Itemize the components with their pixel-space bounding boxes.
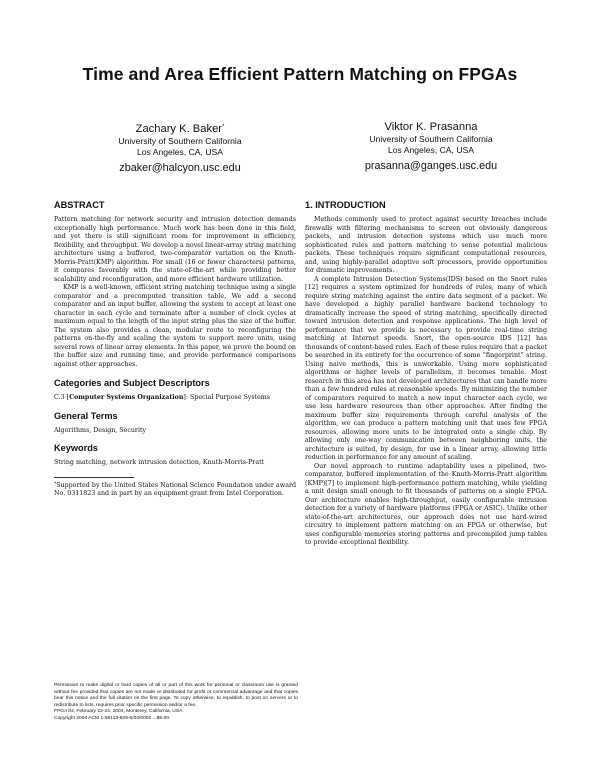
author-block-2 bbox=[306, 120, 556, 175]
funding-footnote: *Supported by the United States National Science Foundation under award No. 0311823 and in part by an equipment grant from Intel Corporation. bbox=[54, 481, 296, 497]
permission-notice bbox=[54, 683, 298, 723]
author-name-2: Viktor K. Prasanna bbox=[384, 121, 478, 133]
categories-text: C.3 [Computer Systems Organization]: Special Purpose Systems bbox=[54, 394, 271, 401]
author-location-1: Los Angeles, CA, USA bbox=[137, 146, 223, 157]
right-column bbox=[305, 200, 547, 548]
copyright-line: Copyright 2004 ACM 1-58113-829-6/04/0002 ...$5.00. bbox=[54, 715, 171, 721]
general-terms-heading: General Terms bbox=[54, 410, 118, 421]
introduction-paragraph: Our novel approach to runtime adaptability uses a pipelined, two-comparator, buffered implementation of the Knuth-Morris-Pratt algorithm (KMP)[7] to implement high-performance pattern matching, while yielding a unit design small enough to fit thousands of patterns on a single FPGA. Our architecture enables high-throughput, easily configurable intrusion detection for a variety of hardware platforms (FPGA or ASIC). Unlike other state-of-the-art architectures, our approach does not use hard-wired circuitry to implement pattern matching on an FPGA or otherwise, but uses configurable memories storing patterns and precompiled jump tables to provide exceptional flexibility. bbox=[305, 462, 547, 546]
introduction-paragraph: Methods commonly used to protect against security breaches include firewalls with filtering mechanisms to screen out obviously dangerous packets, and intrusion detection systems which use much more sophisticated rules and pattern matching to sense potential malicious packets. These techniques require significant computational resources, and, using highly-parallel adaptive soft processors, provide opportunities for dramatic improvements. bbox=[305, 216, 547, 274]
left-column bbox=[54, 200, 296, 498]
author-affiliation-1: University of Southern California bbox=[118, 136, 242, 146]
author-footnote-marker: * bbox=[222, 124, 225, 130]
author-email-1: zbaker@halcyon.usc.edu bbox=[119, 162, 241, 174]
categories-heading: Categories and Subject Descriptors bbox=[54, 378, 210, 388]
permission-text: Permission to make digital or hard copies of all or part of this work for personal or classroom use is granted without fee provided that copies are not made or distributed for profit or commercial advantage and that copies bear this notice and the full citation on the first page. To copy otherwise, to republish, to post on servers or to redistribute to lists, requires prior specific permission and/or a fee. bbox=[54, 683, 298, 708]
general-terms-text: Algorithms, Design, Security bbox=[54, 426, 147, 434]
keywords-heading: Keywords bbox=[54, 443, 98, 453]
author-affiliation-2: University of Southern California bbox=[369, 134, 493, 144]
keywords-text: String matching, network intrusion detection, Knuth-Morris-Pratt bbox=[54, 459, 265, 466]
abstract-paragraph: KMP is a well-known, efficient string matching technique using a single comparator and a precomputed transition table. We add a second comparator and an input buffer, allowing the system to accept at least one character in each cycle and terminate after a number of clock cycles at maximum equal to the length of the input string plus the size of the buffer. The system also provides a clean, modular route to reconfiguring the patterns on-the-fly and scaling the system to support more units, using several rows of linear array elements. In this paper, we prove the bound on the buffer size and running time, and provide performance comparisons against other approaches. bbox=[54, 284, 296, 368]
author-location-2: Los Angeles, CA, USA bbox=[388, 144, 474, 155]
abstract-paragraph: Pattern matching for network security and intrusion detection demands exceptionally high performance. Much work has been done in this field, and yet there is still significant room for improvement in efficiency, flexibility, and throughput. We develop a novel linear-array string matching architecture using a buffered, two-comparator variation on the Knuth-Morris-Pratt(KMP) algorithm. For small (16 or fewer characters) patterns, it compares favorably with the state-of-the-art while providing better scalability and reconfiguration, and more efficient hardware utilization. bbox=[54, 216, 296, 283]
abstract-heading: ABSTRACT bbox=[54, 200, 105, 210]
introduction-heading: 1. INTRODUCTION bbox=[305, 200, 386, 210]
introduction-paragraph: A complete Intrusion Detection Systems(IDS) based on the Snort rules [12] requires a system optimized for hundreds of rules, many of which require string matching against the entire data segment of a packet. We have developed a highly parallel hardware backend technology to dramatically increase the speed of string matching, specifically directed toward intrusion detection and response applications. The high level of performance that we provide is necessary to provide real-time string matching at Internet speeds. Snort, the open-source IDS [12] has thousands of content-based rules. Each of these rules require that a packet be searched in its entirety for the occurrence of some “fingerprint” string. Using naive methods, this is unworkable. Using more sophisticated algorithms or higher levels of parallelism, it becomes tenable. Most research in this area has not developed architectures that can handle more than a few hundred rules at reasonable speeds. By minimizing the number of comparators required to match a new input character each cycle, we use less hardware resources than other approaches. After finding the maximum buffer size requirements through careful analysis of the algorithm, we can produce a pattern matching unit that uses few FPGA resources, allowing more units to be integrated onto a single chip. By allowing only one-way communication between neighboring units, the architecture is suited, by design, for use in a linear array, allowing little reduction in performance for any amount of scaling. bbox=[305, 275, 547, 461]
author-email-2: prasanna@ganges.usc.edu bbox=[364, 160, 498, 172]
conference-line: FPGA'04, February 22-24, 2004, Monterey, California, USA. bbox=[54, 709, 184, 715]
footnote-rule bbox=[54, 477, 134, 478]
author-block-1 bbox=[55, 120, 305, 177]
paper-title: Time and Area Efficient Pattern Matching on FPGAs bbox=[82, 64, 518, 84]
author-name-1: Zachary K. Baker* bbox=[135, 123, 225, 135]
